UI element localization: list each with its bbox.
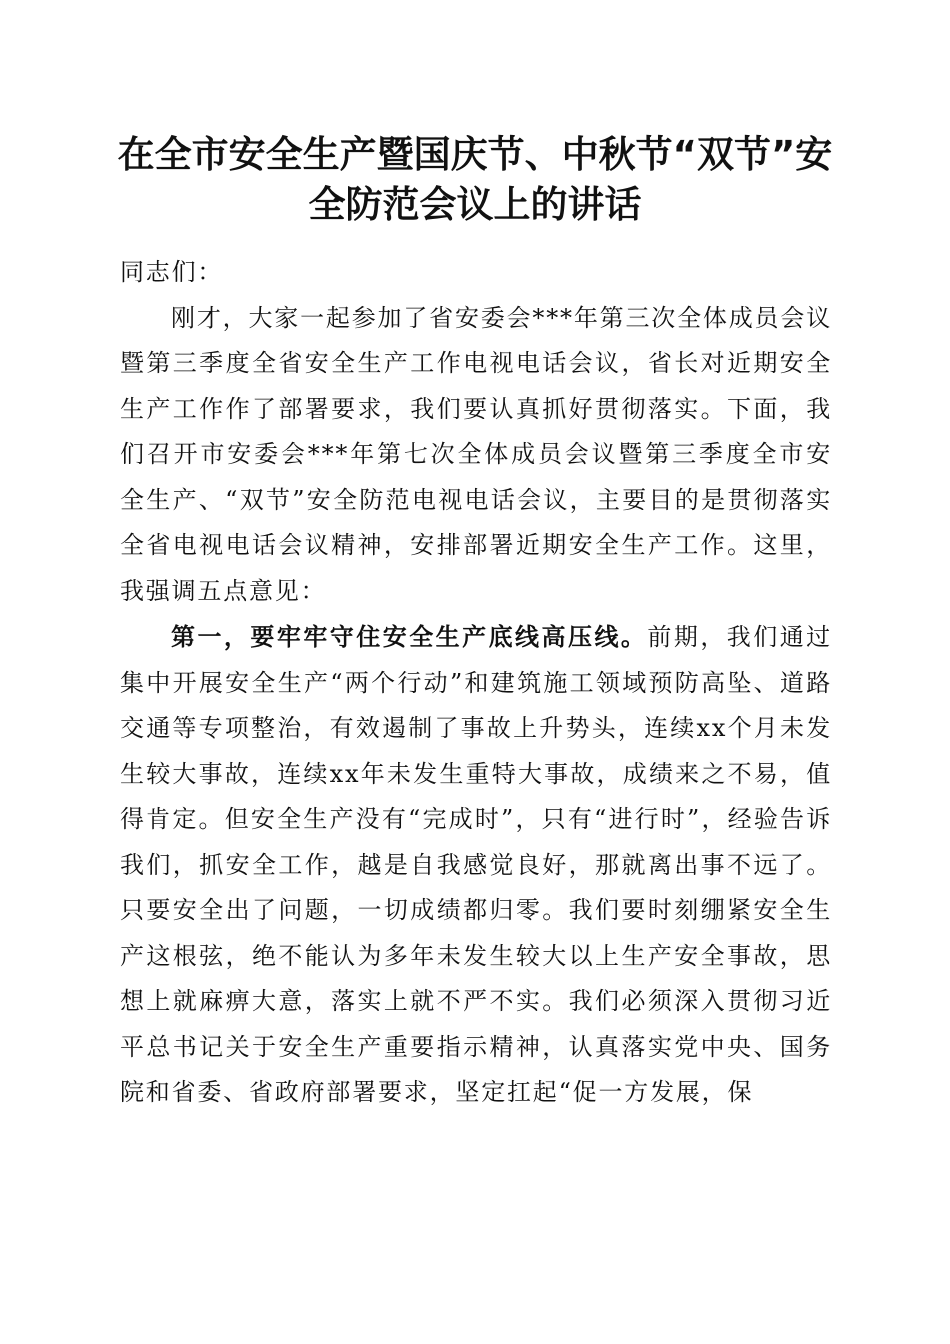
document-title: 在全市安全生产暨国庆节、中秋节“双节”安全防范会议上的讲话	[117, 133, 833, 226]
paragraph-intro	[120, 296, 832, 615]
salutation: 同志们：	[120, 258, 224, 286]
paragraph-point-one-text: 前期，我们通过集中开展安全生产“两个行动”和建筑施工领域预防高坠、道路交通等专项整治，有效遏制了事故上升势头，连续xx个月未发生较大事故，连续xx年未发生重特大事故，成绩来之不易，值得肯定。但安全生产没有“完成时”，只有“进行时”，经验告诉我们，抓安全工作，越是自我感觉良好，那就离出事不远了。只要安全出了问题，一切成绩都归零。我们要时刻绷紧安全生产这根弦，绝不能认为多年未发生较大以上生产安全事故，思想上就麻痹大意，落实上就不严不实。我们必须深入贯彻习近平总书记关于安全生产重要指示精神，认真落实党中央、国务院和省委、省政府部署要求，坚定扛起“促一方发展，保	[120, 623, 832, 1106]
paragraph-point-one-heading: 第一，要牢牢守住安全生产底线高压线。	[171, 622, 648, 651]
document-body	[120, 250, 832, 1116]
paragraph-intro-text: 刚才，大家一起参加了省安委会***年第三次全体成员会议暨第三季度全省安全生产工作电视电话会议，省长对近期安全生产工作作了部署要求，我们要认真抓好贯彻落实。下面，我们召开市安委会***年第七次全体成员会议暨第三季度全市安全生产、“双节”安全防范电视电话会议，主要目的是贯彻落实全省电视电话会议精神，安排部署近期安全生产工作。这里，我强调五点意见：	[120, 303, 832, 605]
paragraph-point-one	[120, 614, 832, 1116]
